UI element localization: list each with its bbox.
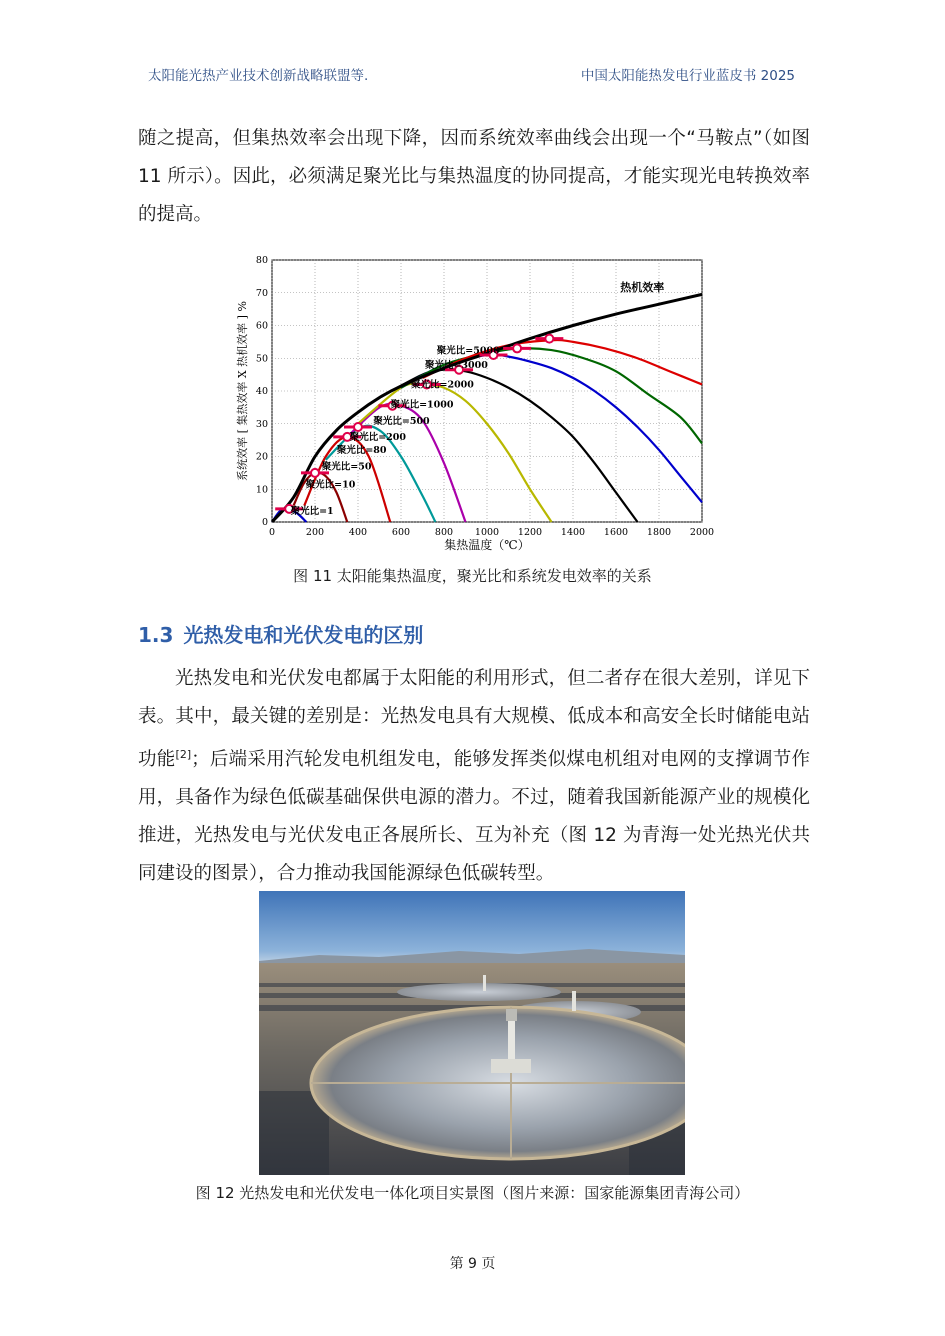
y-tick-label: 80 — [255, 255, 268, 266]
y-tick-label: 50 — [255, 353, 268, 365]
power-block — [491, 1059, 531, 1073]
y-tick-label: 10 — [255, 484, 268, 496]
series-label: 聚光比=500 — [373, 415, 430, 427]
y-tick-label: 70 — [255, 287, 268, 299]
reference-marker[interactable]: [2] — [175, 748, 192, 761]
figure-12-photo — [259, 891, 685, 1175]
header-left: 太阳能光热产业技术创新战略联盟等. — [148, 68, 369, 84]
figure-11-chart — [232, 250, 714, 558]
series-label: 聚光比=1 — [290, 505, 334, 517]
heliostat-field-far — [397, 983, 561, 1001]
series-label: 聚光比=200 — [349, 432, 407, 444]
x-tick-label: 2000 — [689, 527, 714, 538]
solar-tower-mid — [572, 991, 576, 1011]
tower-receiver — [506, 1009, 517, 1021]
series-label: 聚光比=3000 — [424, 360, 488, 372]
y-tick-label: 40 — [255, 386, 268, 397]
y-axis-label: 系统效率 [ 集热效率 X 热机效率 ] % — [236, 301, 249, 481]
figure-12-caption: 图 12 光热发电和光伏发电一体化项目实景图（图片来源：国家能源集团青海公司） — [195, 1184, 750, 1202]
x-tick-label: 600 — [391, 527, 411, 538]
x-tick-label: 800 — [434, 527, 454, 538]
x-tick-label: 1800 — [646, 527, 672, 538]
engine-label: 热机效率 — [620, 281, 665, 295]
optimum-marker — [354, 423, 362, 431]
x-tick-label: 400 — [348, 527, 368, 538]
solar-tower-far — [483, 975, 486, 991]
x-tick-label: 1600 — [603, 527, 629, 538]
x-tick-label: 0 — [268, 527, 276, 538]
section-heading — [138, 619, 423, 648]
body-paragraph-2 — [138, 660, 810, 893]
efficiency-chart — [232, 250, 714, 558]
series-label: 聚光比=80 — [336, 445, 387, 457]
header-right: 中国太阳能热发电行业蓝皮书 2025 — [580, 68, 795, 84]
section-title: 光热发电和光伏发电的区别 — [183, 623, 424, 647]
series-label: 聚光比=50 — [321, 461, 372, 473]
series-label: 聚光比=1000 — [390, 399, 454, 411]
y-tick-label: 20 — [255, 451, 268, 463]
section-number: 1.3 — [138, 623, 174, 647]
x-tick-label: 1000 — [474, 527, 500, 538]
figure-11-caption: 图 11 太阳能集热温度，聚光比和系统发电效率的关系 — [293, 567, 652, 585]
optimum-marker — [513, 344, 521, 352]
optimum-marker — [545, 335, 553, 343]
y-tick-label: 30 — [255, 418, 268, 430]
series-label: 聚光比=10 — [305, 479, 356, 491]
series-label: 聚光比=2000 — [411, 379, 474, 391]
solar-plant-photo — [259, 891, 685, 1175]
paragraph-text-after-ref: ；后端采用汽轮发电机组发电，能够发挥类似煤电机组对电网的支撑调节作用，具备作为绿色低碳基础保供电源的潜力。不过，随着我国新能源产业的规模化推进，光热发电与光伏发电正各展所长、互为补充（图 12 为青海一处光热光伏共同建设的图景），合力推动我国能源绿色低碳转型。 — [138, 749, 810, 885]
y-tick-label: 0 — [261, 517, 268, 528]
page-number: 第 9 页 — [449, 1256, 496, 1272]
x-axis-label: 集热温度（℃） — [444, 538, 530, 552]
x-tick-label: 200 — [305, 527, 325, 538]
paragraph-text-before-ref: 光热发电和光伏发电都属于太阳能的利用形式，但二者存在很大差别，详见下表。其中，最关键的差别是：光热发电具有大规模、低成本和高安全长时储能电站功能 — [138, 668, 810, 771]
x-tick-label: 1200 — [517, 527, 543, 538]
x-tick-label: 1400 — [560, 527, 586, 538]
y-tick-label: 60 — [255, 320, 268, 332]
optimum-marker — [311, 469, 319, 477]
series-label: 聚光比=5000 — [436, 345, 500, 357]
body-paragraph-1: 随之提高，但集热效率会出现下降，因而系统效率曲线会出现一个“马鞍点”（如图 11 所示）。因此，必须满足聚光比与集热温度的协同提高，才能实现光电转换效率的提高。 — [138, 128, 810, 225]
